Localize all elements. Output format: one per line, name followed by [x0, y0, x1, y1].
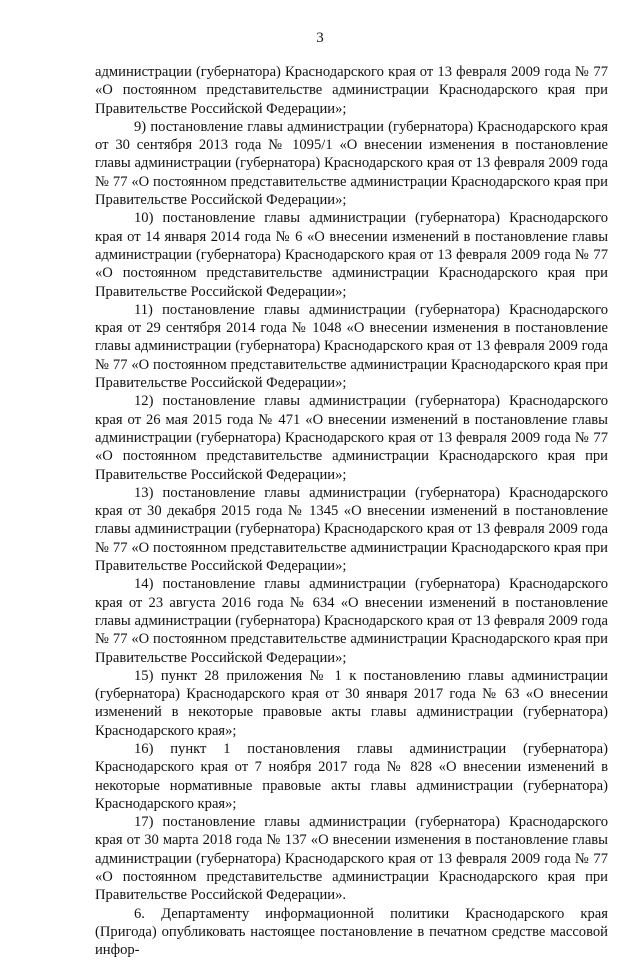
paragraph-6: 6. Департаменту информационной политики Краснодарского края (Пригода) опубликовать настоящее постановление в печатном средстве массовой инфор-	[95, 905, 608, 959]
list-item-12: 12) постановление главы администрации (губернатора) Краснодарского края от 26 мая 2015 года № 471 «О внесении изменений в постановление главы администрации (губернатора) Краснодарского края от 13 февраля 2009 года № 77 «О постоянном представительстве администрации Краснодарского края при Правительстве Российской Федерации»;	[95, 393, 608, 483]
list-item-14: 14) постановление главы администрации (губернатора) Краснодарского края от 23 августа 2016 года № 634 «О внесении изменений в постановление главы администрации (губернатора) Краснодарского края от 13 февраля 2009 года № 77 «О постоянном представительстве администрации Краснодарского края при Правительстве Российской Федерации»;	[95, 576, 608, 666]
list-item-17: 17) постановление главы администрации (губернатора) Краснодарского края от 30 марта 2018 года № 137 «О внесении изменения в постановление главы администрации (губернатора) Краснодарского края от 13 февраля 2009 года № 77 «О постоянном представительстве администрации Краснодарского края при Правительстве Российской Федерации».	[95, 814, 608, 904]
list-item-16: 16) пункт 1 постановления главы администрации (губернатора) Краснодарского края от 7 ноября 2017 года № 828 «О внесении изменений в некоторые нормативные правовые акты главы администрации (губернатора) Краснодарского края»;	[95, 740, 608, 812]
document-body	[95, 63, 608, 960]
list-item-15: 15) пункт 28 приложения № 1 к постановлению главы администрации (губернатора) Краснодарского края от 30 января 2017 года № 63 «О внесении изменений в некоторые правовые акты главы администрации (губернатора) Краснодарского края»;	[95, 667, 608, 739]
paragraph-continuation: администрации (губернатора) Краснодарского края от 13 февраля 2009 года № 77 «О постоянном представительстве администрации Краснодарского края при Правительстве Российской Федерации»;	[95, 64, 608, 117]
list-item-10: 10) постановление главы администрации (губернатора) Краснодарского края от 14 января 2014 года № 6 «О внесении изменений в постановление главы администрации (губернатора) Краснодарского края от 13 февраля 2009 года № 77 «О постоянном представительстве администрации Краснодарского края при Правительстве Российской Федерации»;	[95, 210, 608, 300]
list-item-13: 13) постановление главы администрации (губернатора) Краснодарского края от 30 декабря 2015 года № 1345 «О внесении изменений в постановление главы администрации (губернатора) Краснодарского края от 13 февраля 2009 года № 77 «О постоянном представительстве администрации Краснодарского края при Правительстве Российской Федерации»;	[95, 484, 608, 575]
list-item-9: 9) постановление главы администрации (губернатора) Краснодарского края от 30 сентября 2013 года № 1095/1 «О внесении изменения в постановление главы администрации (губернатора) Краснодарского края от 13 февраля 2009 года № 77 «О постоянном представительстве администрации Краснодарского края при Правительстве Российской Федерации»;	[95, 118, 608, 209]
list-item-11: 11) постановление главы администрации (губернатора) Краснодарского края от 29 сентября 2014 года № 1048 «О внесении изменения в постановление главы администрации (губернатора) Краснодарского края от 13 февраля 2009 года № 77 «О постоянном представительстве администрации Краснодарского края при Правительстве Российской Федерации»;	[95, 301, 608, 392]
page-number: 3	[316, 30, 324, 46]
